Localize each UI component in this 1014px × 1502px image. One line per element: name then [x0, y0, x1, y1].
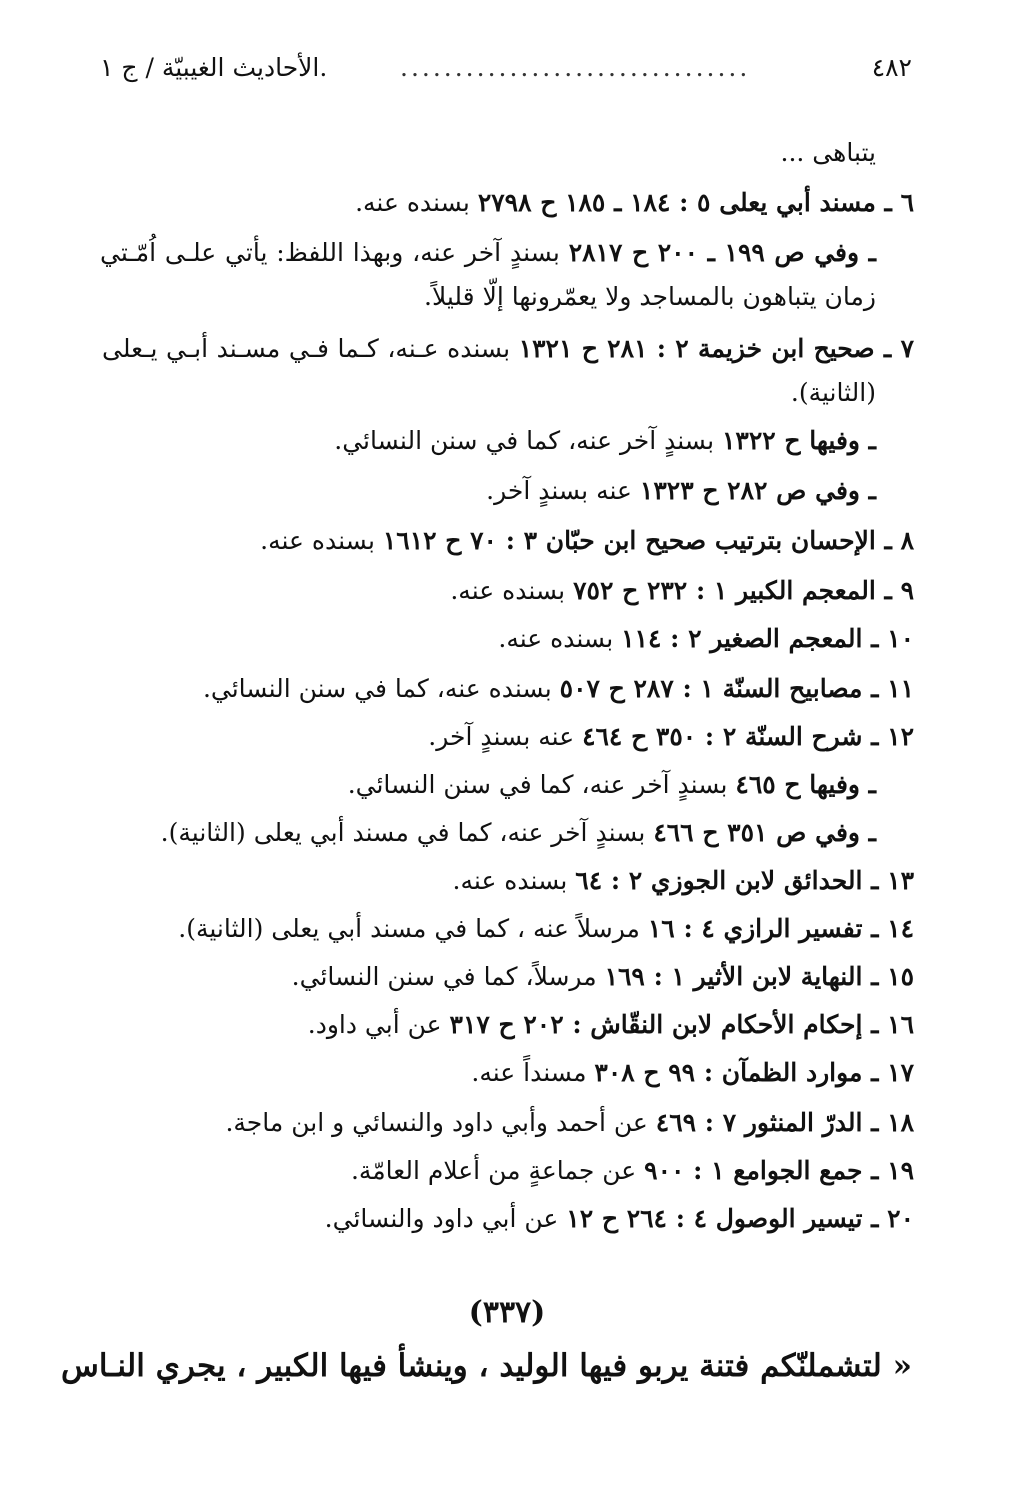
reference-label: ـ وفيها ح ٤٦٥: [735, 770, 876, 799]
reference-item: [161, 808, 876, 858]
reference-text: عنه بسندٍ آخر.: [486, 476, 640, 505]
reference-item: [334, 416, 876, 466]
reference-label: ٧ ـ صحيح ابن خزيمة ٢ : ٢٨١ ح ١٣٢١: [518, 334, 914, 363]
reference-label: ١٣ ـ الحدائق لابن الجوزي ٢ : ٦٤: [575, 866, 914, 895]
reference-item: [325, 1194, 914, 1244]
page-number: ٤٨٢: [871, 53, 912, 82]
reference-item: [203, 664, 914, 714]
reference-label: ٢٠ ـ تيسير الوصول ٤ : ٢٦٤ ح ١٢: [566, 1204, 914, 1233]
reference-item: [498, 614, 914, 664]
reference-text: بسنده عنه.: [355, 188, 478, 217]
hadith-text: « لتشملنّكم فتنة يربو فيها الوليد ، وينشأ فيها الكبير ، يجري النـاس: [61, 1348, 912, 1384]
reference-text: بسنده عنه.: [260, 526, 383, 555]
reference-item: [351, 1146, 914, 1196]
reference-text: عنه بسندٍ آخر.: [428, 722, 583, 751]
reference-label: ـ وفي ص ٢٨٢ ح ١٣٢٣: [639, 476, 876, 505]
reference-item: [486, 466, 876, 516]
reference-text: بسنده عنه.: [450, 576, 574, 605]
reference-item: [428, 712, 914, 762]
reference-item: [178, 904, 914, 954]
reference-text: بسنده عنه.: [498, 624, 622, 653]
reference-text: مرسلاً، كما في سنن النسائي.: [291, 962, 605, 991]
text-line: يتباهى ...: [780, 138, 876, 167]
reference-text: بسندٍ آخر عنه، وبهذا اللفظ: يأتي علـى اُمّـتي: [100, 238, 569, 267]
reference-label: ١٠ ـ المعجم الصغير ٢ : ١١٤: [621, 624, 914, 653]
reference-text: عن أبي داود.: [307, 1010, 450, 1039]
page-header: [100, 48, 912, 88]
reference-item: [225, 1098, 914, 1148]
hadith-number: (٣٣٧): [468, 1295, 546, 1330]
reference-label: ١٧ ـ موارد الظمآن : ٩٩ ح ٣٠٨: [594, 1058, 914, 1087]
reference-label: ١٩ ـ جمع الجوامع ١ : ٩٠٠: [644, 1156, 914, 1185]
reference-label: ١٥ ـ النهاية لابن الأثير ١ : ١٦٩: [604, 962, 914, 991]
reference-label: ـ وفيها ح ١٣٢٢: [722, 426, 876, 455]
reference-label: ٩ ـ المعجم الكبير ١ : ٢٣٢ ح ٧٥٢: [573, 576, 914, 605]
reference-text: مسنداً عنه.: [471, 1058, 595, 1087]
reference-label: ـ وفي ص ٣٥١ ح ٤٦٦: [653, 818, 876, 847]
reference-label: ١٨ ـ الدرّ المنثور ٧ : ٤٦٩: [655, 1108, 914, 1137]
reference-item: [471, 1048, 914, 1098]
reference-item: [453, 856, 914, 906]
reference-text: بسنده عنه.: [452, 866, 576, 895]
reference-text: بسنده عـنه، كـما فـي مسـند أبـي يـعلى: [102, 334, 519, 363]
reference-item: [308, 1000, 914, 1050]
reference-label: ٦ ـ مسند أبي يعلى ٥ : ١٨٤ ـ ١٨٥ ح ٢٧٩٨: [477, 188, 914, 217]
reference-text: بسندٍ آخر عنه، كما في سنن النسائي.: [347, 770, 736, 799]
reference-item: [355, 178, 914, 228]
header-dot-leader: ................................: [400, 53, 751, 82]
reference-label: ٨ ـ الإحسان بترتيب صحيح ابن حبّان ٣ : ٧٠ ح ١٦١٢: [382, 526, 914, 555]
reference-text: عن أبي داود والنسائي.: [324, 1204, 567, 1233]
text-line: زمان يتباهون بالمساجد ولا يعمّرونها إلّا قليلاً.: [424, 282, 876, 311]
running-title: .الأحاديث الغيبيّة / ج ١: [100, 53, 328, 82]
reference-text: بسنده عنه، كما في سنن النسائي.: [202, 674, 560, 703]
reference-text: عن جماعةٍ من أعلام العامّة.: [350, 1156, 645, 1185]
reference-text: بسندٍ آخر عنه، كما في مسند أبي يعلى (الثانية).: [160, 818, 654, 847]
reference-text: عن أحمد وأبي داود والنسائي و ابن ماجة.: [225, 1108, 656, 1137]
reference-label: ١١ ـ مصابيح السنّة ١ : ٢٨٧ ح ٥٠٧: [559, 674, 914, 703]
reference-item: [100, 228, 876, 278]
reference-item: [260, 516, 914, 566]
reference-label: ١٢ ـ شرح السنّة ٢ : ٣٥٠ ح ٤٦٤: [582, 722, 914, 751]
reference-item: [292, 952, 914, 1002]
reference-label: ١٦ ـ إحكام الأحكام لابن النقّاش : ٢٠٢ ح ٣١٧: [449, 1010, 914, 1039]
reference-item: [102, 324, 914, 374]
reference-label: ١٤ ـ تفسير الرازي ٤ : ١٦: [647, 914, 914, 943]
reference-item: [450, 566, 914, 616]
text-line: (الثانية).: [790, 378, 876, 407]
reference-label: ـ وفي ص ١٩٩ ـ ٢٠٠ ح ٢٨١٧: [568, 238, 876, 267]
reference-text: بسندٍ آخر عنه، كما في سنن النسائي.: [334, 426, 722, 455]
reference-text: مرسلاً عنه ، كما في مسند أبي يعلى (الثانية).: [178, 914, 648, 943]
reference-item: [348, 760, 876, 810]
